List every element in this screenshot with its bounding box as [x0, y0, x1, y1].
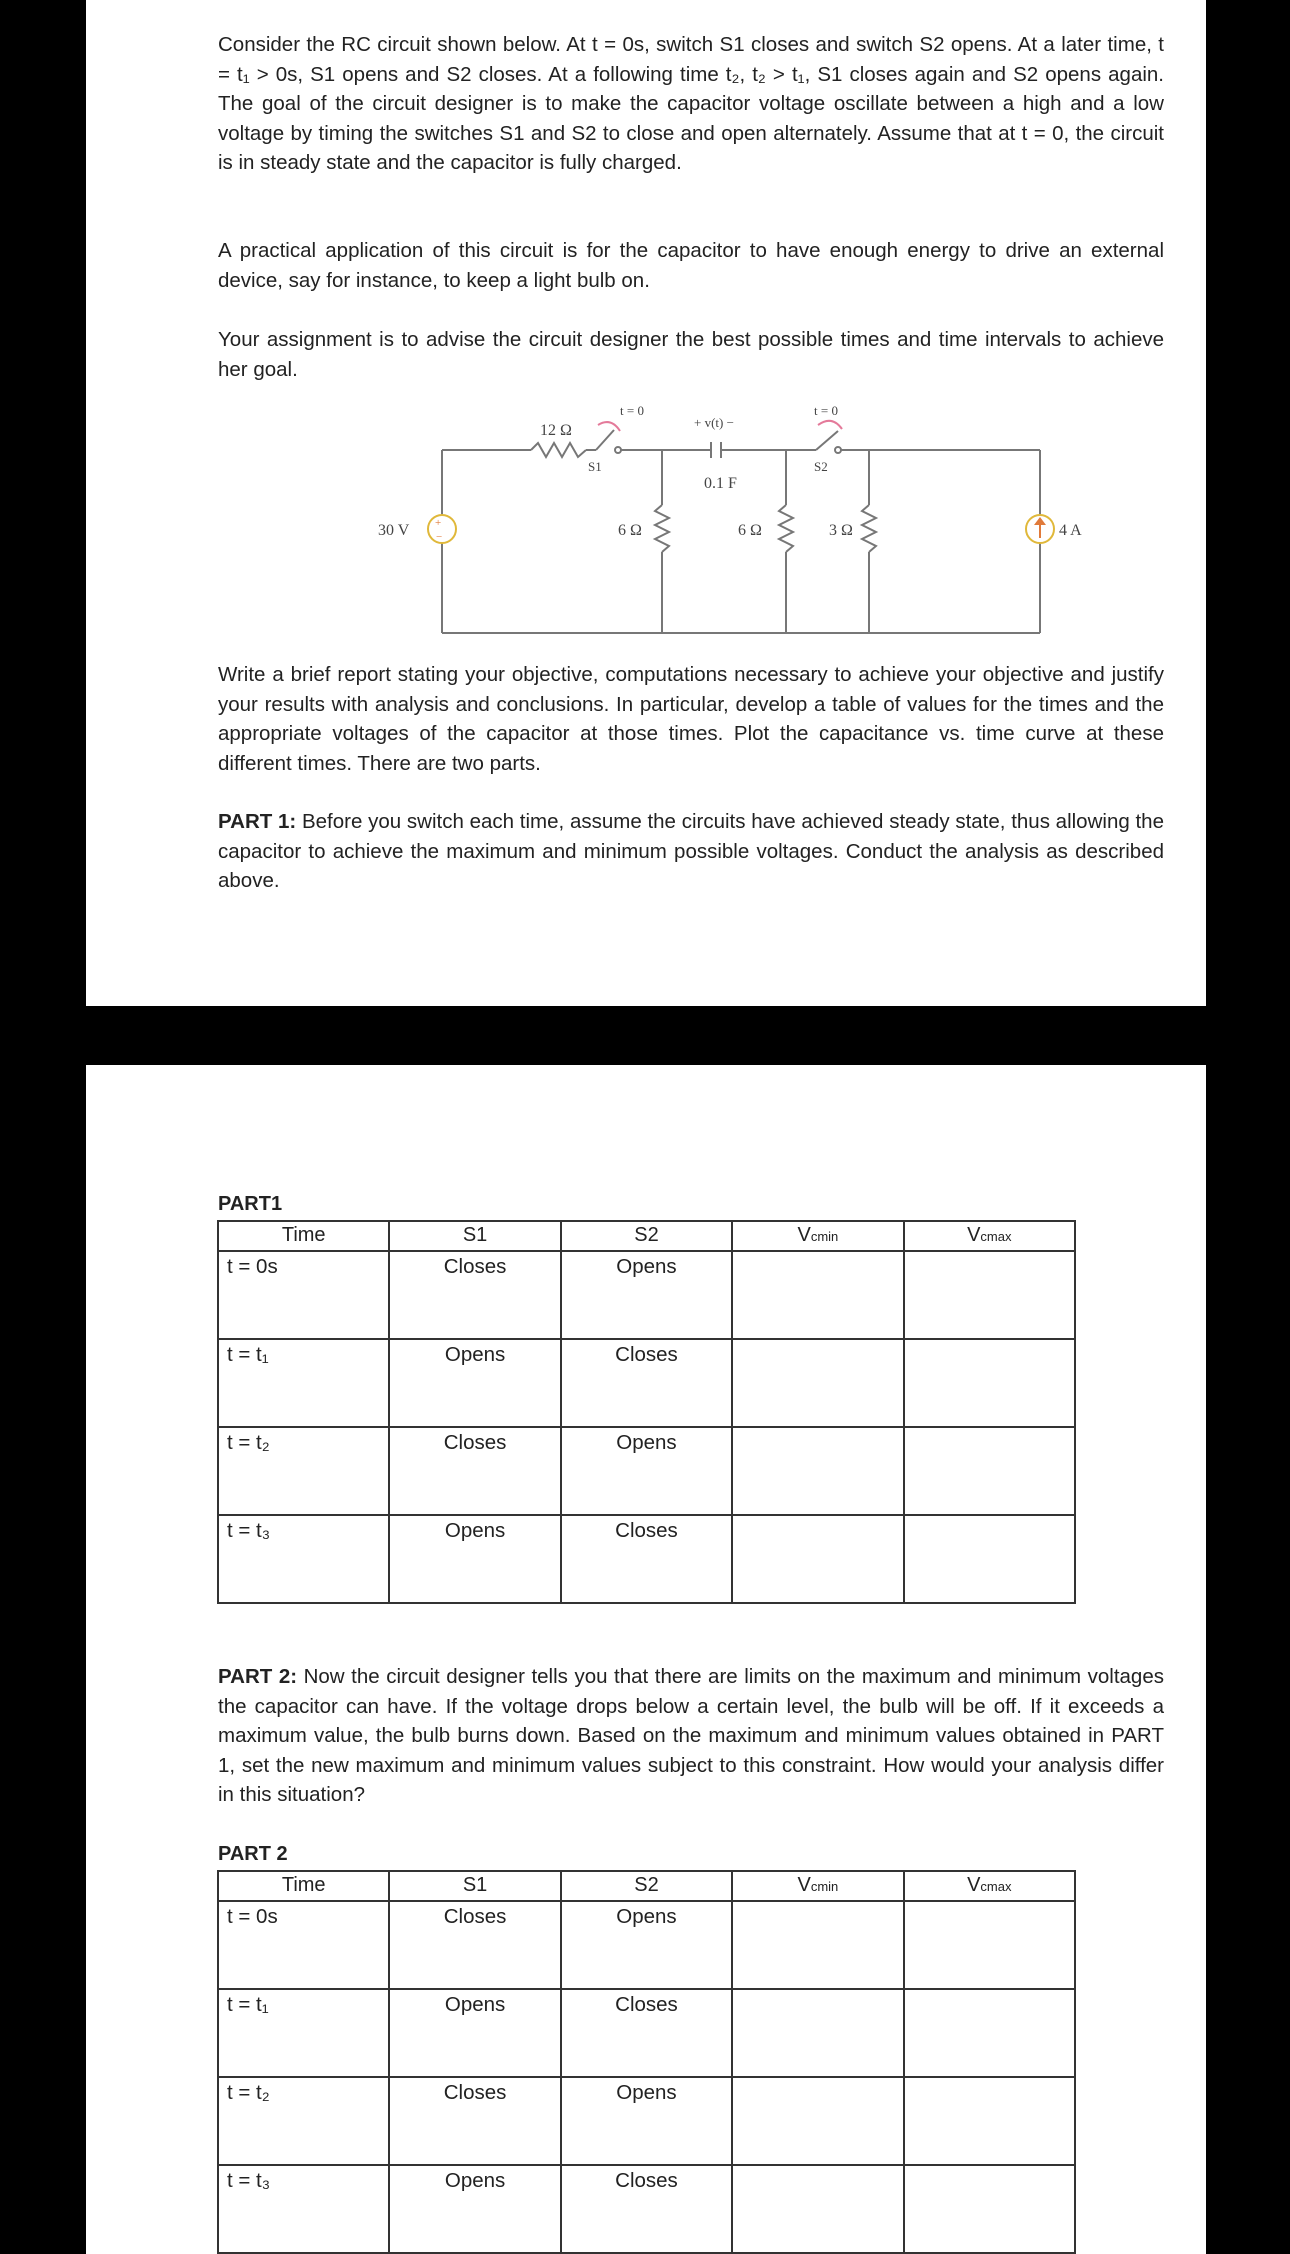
application-paragraph: A practical application of this circuit is for the capacitor to have enough energy to drive an external device, say for instance, to keep a light bulb on.	[218, 239, 1164, 292]
part2-table-title: PART 2	[218, 1843, 288, 1865]
header-s2: S2	[561, 1221, 732, 1251]
report-paragraph: Write a brief report stating your objective, computations necessary to achieve your objective and justify your results with analysis and conclusions. In particular, develop a table of values for the times and the appropriate voltages of the capacitor at those times. Plot the capacitance vs. time curve at these different times. There are two parts.	[218, 663, 1164, 775]
s2-cell: Closes	[561, 1515, 732, 1603]
table-row	[218, 1339, 1075, 1427]
s2-label: S2	[814, 459, 828, 474]
header-vcmax: Vcmax	[904, 1871, 1075, 1901]
table-header-row	[218, 1221, 1075, 1251]
header-s1: S1	[389, 1871, 560, 1901]
voltage-source-label: 30 V	[378, 522, 410, 539]
vcmax-cell[interactable]	[904, 1427, 1075, 1515]
part2-text: Now the circuit designer tells you that there are limits on the maximum and minimum voltages the capacitor can have. If the voltage drops below a certain level, the bulb will be off. If it exceeds a maximum value, the bulb burns down. Based on the maximum and minimum values obtained in PART 1, set the new maximum and minimum values subject to this constraint. How would your analysis differ in this situation?	[218, 1665, 1164, 1806]
assignment-paragraph: Your assignment is to advise the circuit designer the best possible times and time intervals to achieve her goal.	[218, 328, 1164, 381]
time-cell: t = t₁	[218, 1989, 389, 2077]
s1-cell: Opens	[389, 1339, 560, 1427]
resistor-6a-label: 6 Ω	[618, 522, 642, 539]
s1-cell: Closes	[389, 2077, 560, 2165]
header-time: Time	[218, 1221, 389, 1251]
part1-table-title: PART1	[218, 1193, 283, 1215]
svg-text:+: +	[435, 517, 442, 529]
header-s1: S1	[389, 1221, 560, 1251]
time-cell: t = t₂	[218, 1427, 389, 1515]
part1-table	[217, 1220, 1076, 1604]
s1-cell: Opens	[389, 2165, 560, 2253]
table-row	[218, 2165, 1075, 2253]
vcmax-cell[interactable]	[904, 2165, 1075, 2253]
header-vcmax: Vcmax	[904, 1221, 1075, 1251]
s2-cell: Opens	[561, 1427, 732, 1515]
time-cell: t = t₃	[218, 1515, 389, 1603]
vcmin-cell[interactable]	[732, 1339, 903, 1427]
current-source-label: 4 A	[1059, 522, 1082, 539]
table-row	[218, 1251, 1075, 1339]
s1-cell: Closes	[389, 1251, 560, 1339]
vcmax-cell[interactable]	[904, 1251, 1075, 1339]
s2-cell: Closes	[561, 1989, 732, 2077]
vcmin-cell[interactable]	[732, 1901, 903, 1989]
s2-cell: Opens	[561, 1251, 732, 1339]
s2-cell: Closes	[561, 1339, 732, 1427]
header-vcmin: Vcmin	[732, 1221, 903, 1251]
time-cell: t = 0s	[218, 1901, 389, 1989]
table-row	[218, 1901, 1075, 1989]
vcmax-cell[interactable]	[904, 1339, 1075, 1427]
s1-label: S1	[588, 459, 602, 474]
vcmin-cell[interactable]	[732, 1251, 903, 1339]
resistor-12-label: 12 Ω	[540, 422, 572, 439]
vcmin-cell[interactable]	[732, 1427, 903, 1515]
vcmax-cell[interactable]	[904, 1989, 1075, 2077]
s2-time-label: t = 0	[814, 403, 838, 418]
s1-cell: Opens	[389, 1515, 560, 1603]
page-1	[86, 0, 1206, 1006]
s2-cell: Closes	[561, 2165, 732, 2253]
rc-circuit-diagram	[86, 395, 1206, 655]
s2-cell: Opens	[561, 1901, 732, 1989]
part1-label: PART 1:	[218, 810, 297, 833]
vcmin-cell[interactable]	[732, 1515, 903, 1603]
vcmax-cell[interactable]	[904, 2077, 1075, 2165]
s2-cell: Opens	[561, 2077, 732, 2165]
s1-cell: Opens	[389, 1989, 560, 2077]
table-row	[218, 1515, 1075, 1603]
intro-paragraph: Consider the RC circuit shown below. At t = 0s, switch S1 closes and switch S2 opens. At a later time, t = t₁ > 0s, S1 opens and S2 closes. At a following time t₂, t₂ > t₁, S1 closes again and S2 opens again. The goal of the circuit designer is to make the capacitor voltage oscillate between a high and a low voltage by timing the switches S1 and S2 to close and open alternately. Assume that at t = 0, the circuit is in steady state and the capacitor is fully charged.	[218, 33, 1164, 174]
resistor-3-label: 3 Ω	[829, 522, 853, 539]
part2-label: PART 2:	[218, 1665, 298, 1688]
s1-time-label: t = 0	[620, 403, 644, 418]
vcmin-cell[interactable]	[732, 2077, 903, 2165]
time-cell: t = t₂	[218, 2077, 389, 2165]
time-cell: t = t₁	[218, 1339, 389, 1427]
time-cell: t = 0s	[218, 1251, 389, 1339]
table-header-row	[218, 1871, 1075, 1901]
voltage-vt-label: + v(t) −	[694, 415, 734, 430]
table-row	[218, 1989, 1075, 2077]
part2-table	[217, 1870, 1076, 2254]
part2-paragraph	[218, 1662, 1164, 1810]
page-2	[86, 1065, 1206, 2254]
vcmax-cell[interactable]	[904, 1515, 1075, 1603]
s1-cell: Closes	[389, 1901, 560, 1989]
part1-text: Before you switch each time, assume the circuits have achieved steady state, thus allowing the capacitor to achieve the maximum and minimum possible voltages. Conduct the analysis as described above.	[218, 810, 1164, 892]
part1-paragraph	[218, 807, 1164, 896]
resistor-6b-label: 6 Ω	[738, 522, 762, 539]
table-row	[218, 1427, 1075, 1515]
capacitor-label: 0.1 F	[704, 475, 737, 492]
svg-text:−: −	[436, 531, 443, 543]
vcmin-cell[interactable]	[732, 2165, 903, 2253]
vcmax-cell[interactable]	[904, 1901, 1075, 1989]
vcmin-cell[interactable]	[732, 1989, 903, 2077]
time-cell: t = t₃	[218, 2165, 389, 2253]
header-s2: S2	[561, 1871, 732, 1901]
header-vcmin: Vcmin	[732, 1871, 903, 1901]
s1-cell: Closes	[389, 1427, 560, 1515]
table-row	[218, 2077, 1075, 2165]
header-time: Time	[218, 1871, 389, 1901]
